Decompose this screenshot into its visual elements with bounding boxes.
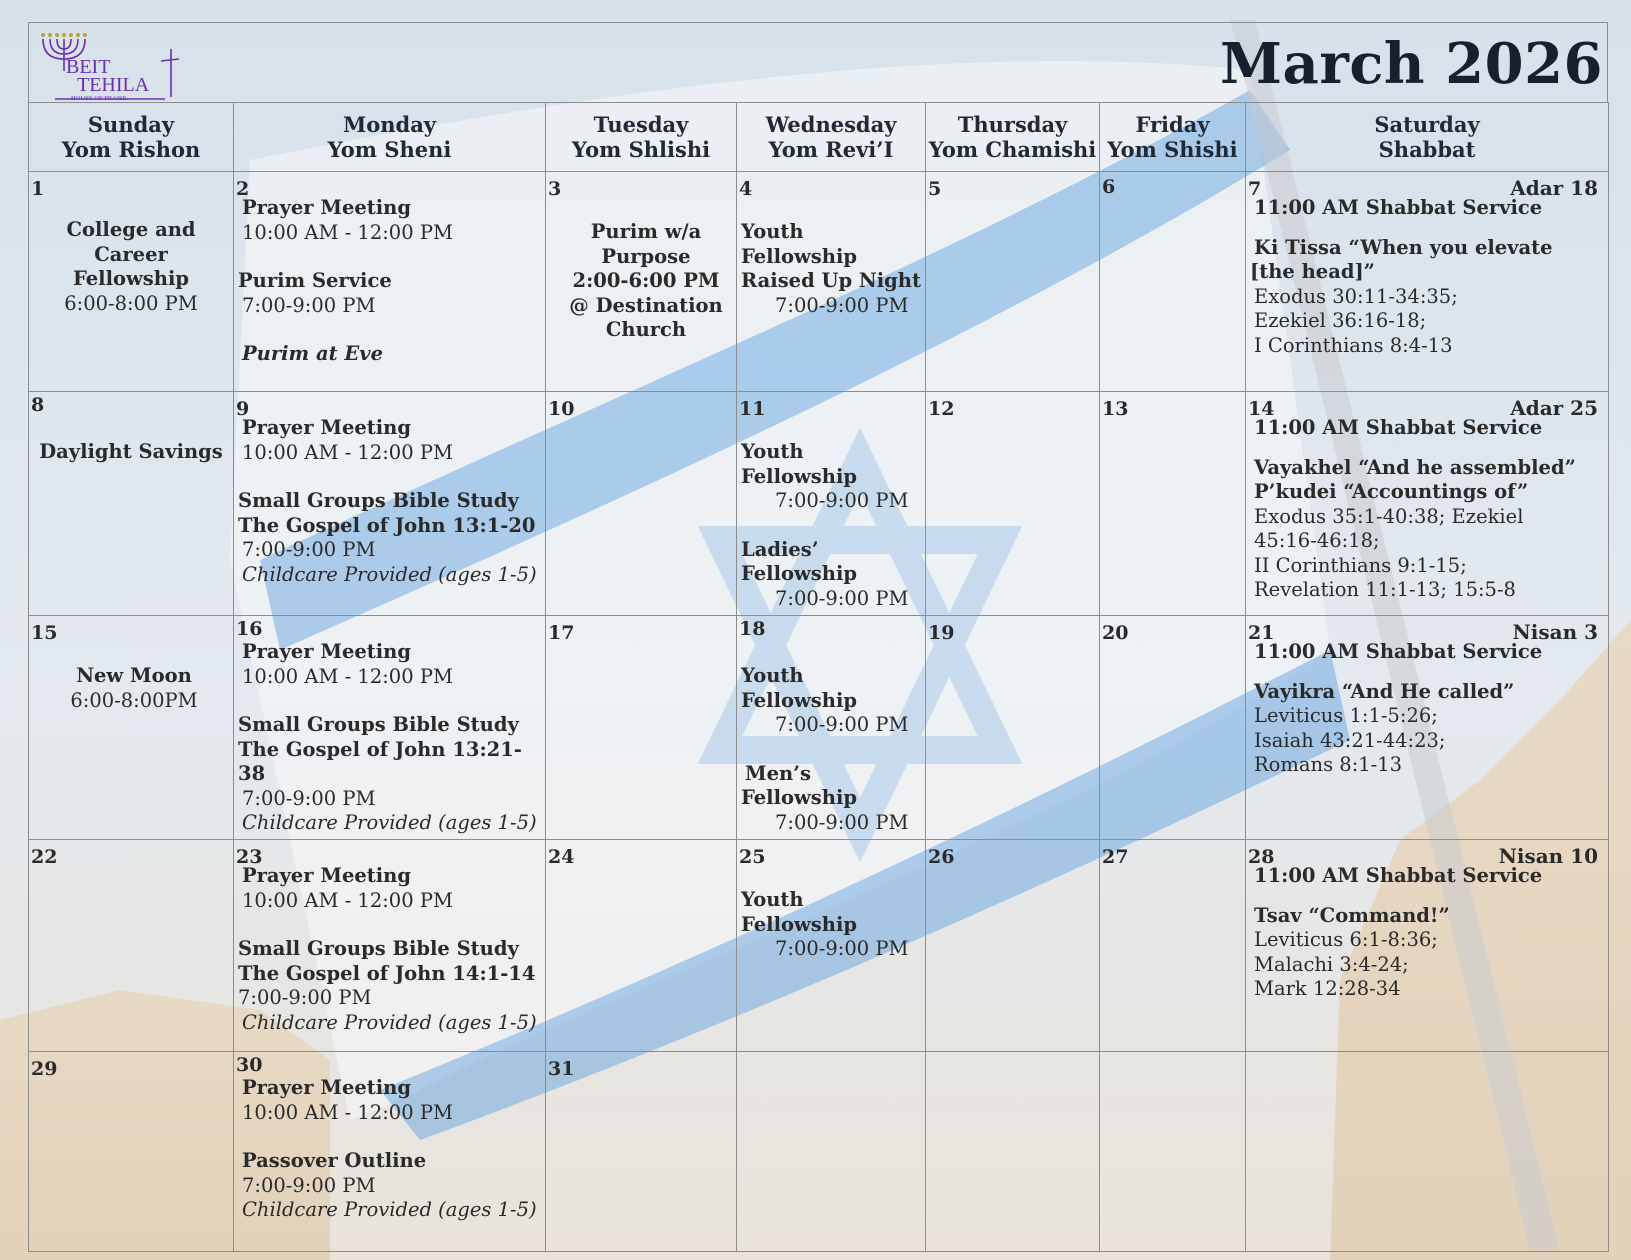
week-row [29,392,1609,616]
day-cell [737,1052,926,1252]
day-number: 4 [739,178,753,200]
day-cell [737,392,926,616]
weekday-header: Tuesday Yom Shlishi [546,103,737,172]
day-number: 30 [236,1054,263,1076]
week-row [29,1052,1609,1252]
day-number: 28 [1248,846,1275,868]
hebrew-date: Nisan 10 [1498,844,1598,868]
day-number: 12 [928,398,955,420]
day-events: 11:00 AM Shabbat Service Ki Tissa “When you elevate [the head]” Exodus 30:11-34:35; Ezekiel 36:16-18; I Corinthians 8:4-13 [1250,196,1553,357]
day-number: 23 [236,846,263,868]
day-number: 10 [548,398,575,420]
day-number: 7 [1248,178,1262,200]
calendar-grid [28,102,1609,1252]
day-number: 19 [928,622,955,644]
day-cell [1246,172,1609,392]
day-events: Youth Fellowship 7:00-9:00 PM [741,888,909,960]
day-events: New Moon 6:00-8:00PM [70,664,198,712]
day-cell [926,1052,1100,1252]
day-cell [926,840,1100,1052]
day-events: Prayer Meeting 10:00 AM - 12:00 PM Purim Service 7:00-9:00 PM Purim at Eve [238,196,453,365]
day-events: Prayer Meeting 10:00 AM - 12:00 PM Passover Outline 7:00-9:00 PM Childcare Provided (ages 1-5) [242,1076,537,1221]
weekday-header: Wednesday Yom Revi’I [737,103,926,172]
day-events: 11:00 AM Shabbat Service Tsav “Command!” Leviticus 6:1-8:36; Malachi 3:4-24; Mark 12:28-34 [1254,864,1543,1000]
hebrew-date: Adar 18 [1510,176,1598,200]
day-cell [1100,840,1246,1052]
weekday-header: Saturday Shabbat [1246,103,1609,172]
day-number: 26 [928,846,955,868]
day-number: 14 [1248,398,1275,420]
day-cell [234,616,546,840]
day-events: College and Career Fellowship 6:00-8:00 PM [64,218,198,315]
day-cell [29,172,234,392]
day-number: 22 [31,846,58,868]
day-number: 11 [739,398,766,420]
day-cell [926,172,1100,392]
day-cell [29,1052,234,1252]
day-number: 20 [1102,622,1129,644]
day-number: 13 [1102,398,1129,420]
week-row [29,840,1609,1052]
day-events: Youth Fellowship Raised Up Night 7:00-9:00 PM [741,220,921,317]
day-cell [1100,172,1246,392]
week-row [29,616,1609,840]
day-number: 16 [236,618,263,640]
day-cell [546,392,737,616]
day-number: 8 [31,394,45,416]
hebrew-date: Adar 25 [1510,396,1598,420]
day-cell [234,172,546,392]
day-number: 24 [548,846,575,868]
day-events: Daylight Savings [39,440,223,463]
day-cell [1246,616,1609,840]
week-row [29,172,1609,392]
day-cell [29,392,234,616]
day-cell [737,172,926,392]
day-cell [926,616,1100,840]
day-events: 11:00 AM Shabbat Service Vayikra “And He called” Leviticus 1:1-5:26; Isaiah 43:21-44:23; Romans 8:1-13 [1254,640,1543,776]
day-number: 18 [739,618,766,640]
svg-text:TEHILA: TEHILA [77,74,150,96]
calendar-header [28,22,1608,102]
day-number: 27 [1102,846,1129,868]
day-number: 1 [31,178,45,200]
day-number: 15 [31,622,58,644]
weekday-header: Sunday Yom Rishon [29,103,234,172]
day-cell [1246,392,1609,616]
day-events: 11:00 AM Shabbat Service Vayakhel “And he assembled” P’kudei “Accountings of” Exodus 35:1-40:38; Ezekiel 45:16-46:18; II Corinthians 9:1-15; Revelation 11:1-13; 15:5-8 [1254,416,1576,601]
day-number: 25 [739,846,766,868]
day-cell [926,392,1100,616]
svg-text:HOUSE OF PRAISE: HOUSE OF PRAISE [71,95,127,102]
day-number: 31 [548,1058,575,1080]
day-cell [1100,616,1246,840]
day-number: 3 [548,178,562,200]
day-number: 29 [31,1058,58,1080]
day-events: Prayer Meeting 10:00 AM - 12:00 PM Small Groups Bible Study The Gospel of John 13:21-38 7:00-9:00 PM Childcare Provided (ages 1-5) [238,640,537,834]
day-cell [29,616,234,840]
weekday-header: Friday Yom Shishi [1100,103,1246,172]
day-number: 5 [928,178,942,200]
day-events: Prayer Meeting 10:00 AM - 12:00 PM Small Groups Bible Study The Gospel of John 14:1-14 7:00-9:00 PM Childcare Provided (ages 1-5) [238,864,537,1034]
weekday-header-row [29,103,1609,172]
day-cell [29,840,234,1052]
day-cell [546,172,737,392]
day-cell [1100,392,1246,616]
day-number: 21 [1248,622,1275,644]
day-cell [1100,1052,1246,1252]
day-number: 2 [236,178,250,200]
day-number: 6 [1102,176,1116,198]
day-cell [737,840,926,1052]
month-title: March 2026 [1220,31,1603,97]
svg-text:BEIT: BEIT [66,56,111,78]
beit-tehila-logo [33,27,183,103]
calendar-page [28,22,1608,1254]
day-events: Youth Fellowship 7:00-9:00 PM Ladies’ Fellowship 7:00-9:00 PM [741,440,909,610]
day-events: Purim w/a Purpose 2:00-6:00 PM @ Destination Church [569,220,723,341]
day-cell [546,616,737,840]
day-events: Youth Fellowship 7:00-9:00 PM Men’s Fellowship 7:00-9:00 PM [741,664,909,834]
day-cell [546,1052,737,1252]
day-number: 9 [236,398,250,420]
day-number: 17 [548,622,575,644]
day-cell [1246,1052,1609,1252]
weekday-header: Monday Yom Sheni [234,103,546,172]
day-cell [234,1052,546,1252]
day-cell [234,840,546,1052]
hebrew-date: Nisan 3 [1512,620,1598,644]
day-cell [546,840,737,1052]
day-cell [737,616,926,840]
day-cell [234,392,546,616]
day-events: Prayer Meeting 10:00 AM - 12:00 PM Small Groups Bible Study The Gospel of John 13:1-20 7:00-9:00 PM Childcare Provided (ages 1-5) [238,416,537,586]
weekday-header: Thursday Yom Chamishi [926,103,1100,172]
day-cell [1246,840,1609,1052]
